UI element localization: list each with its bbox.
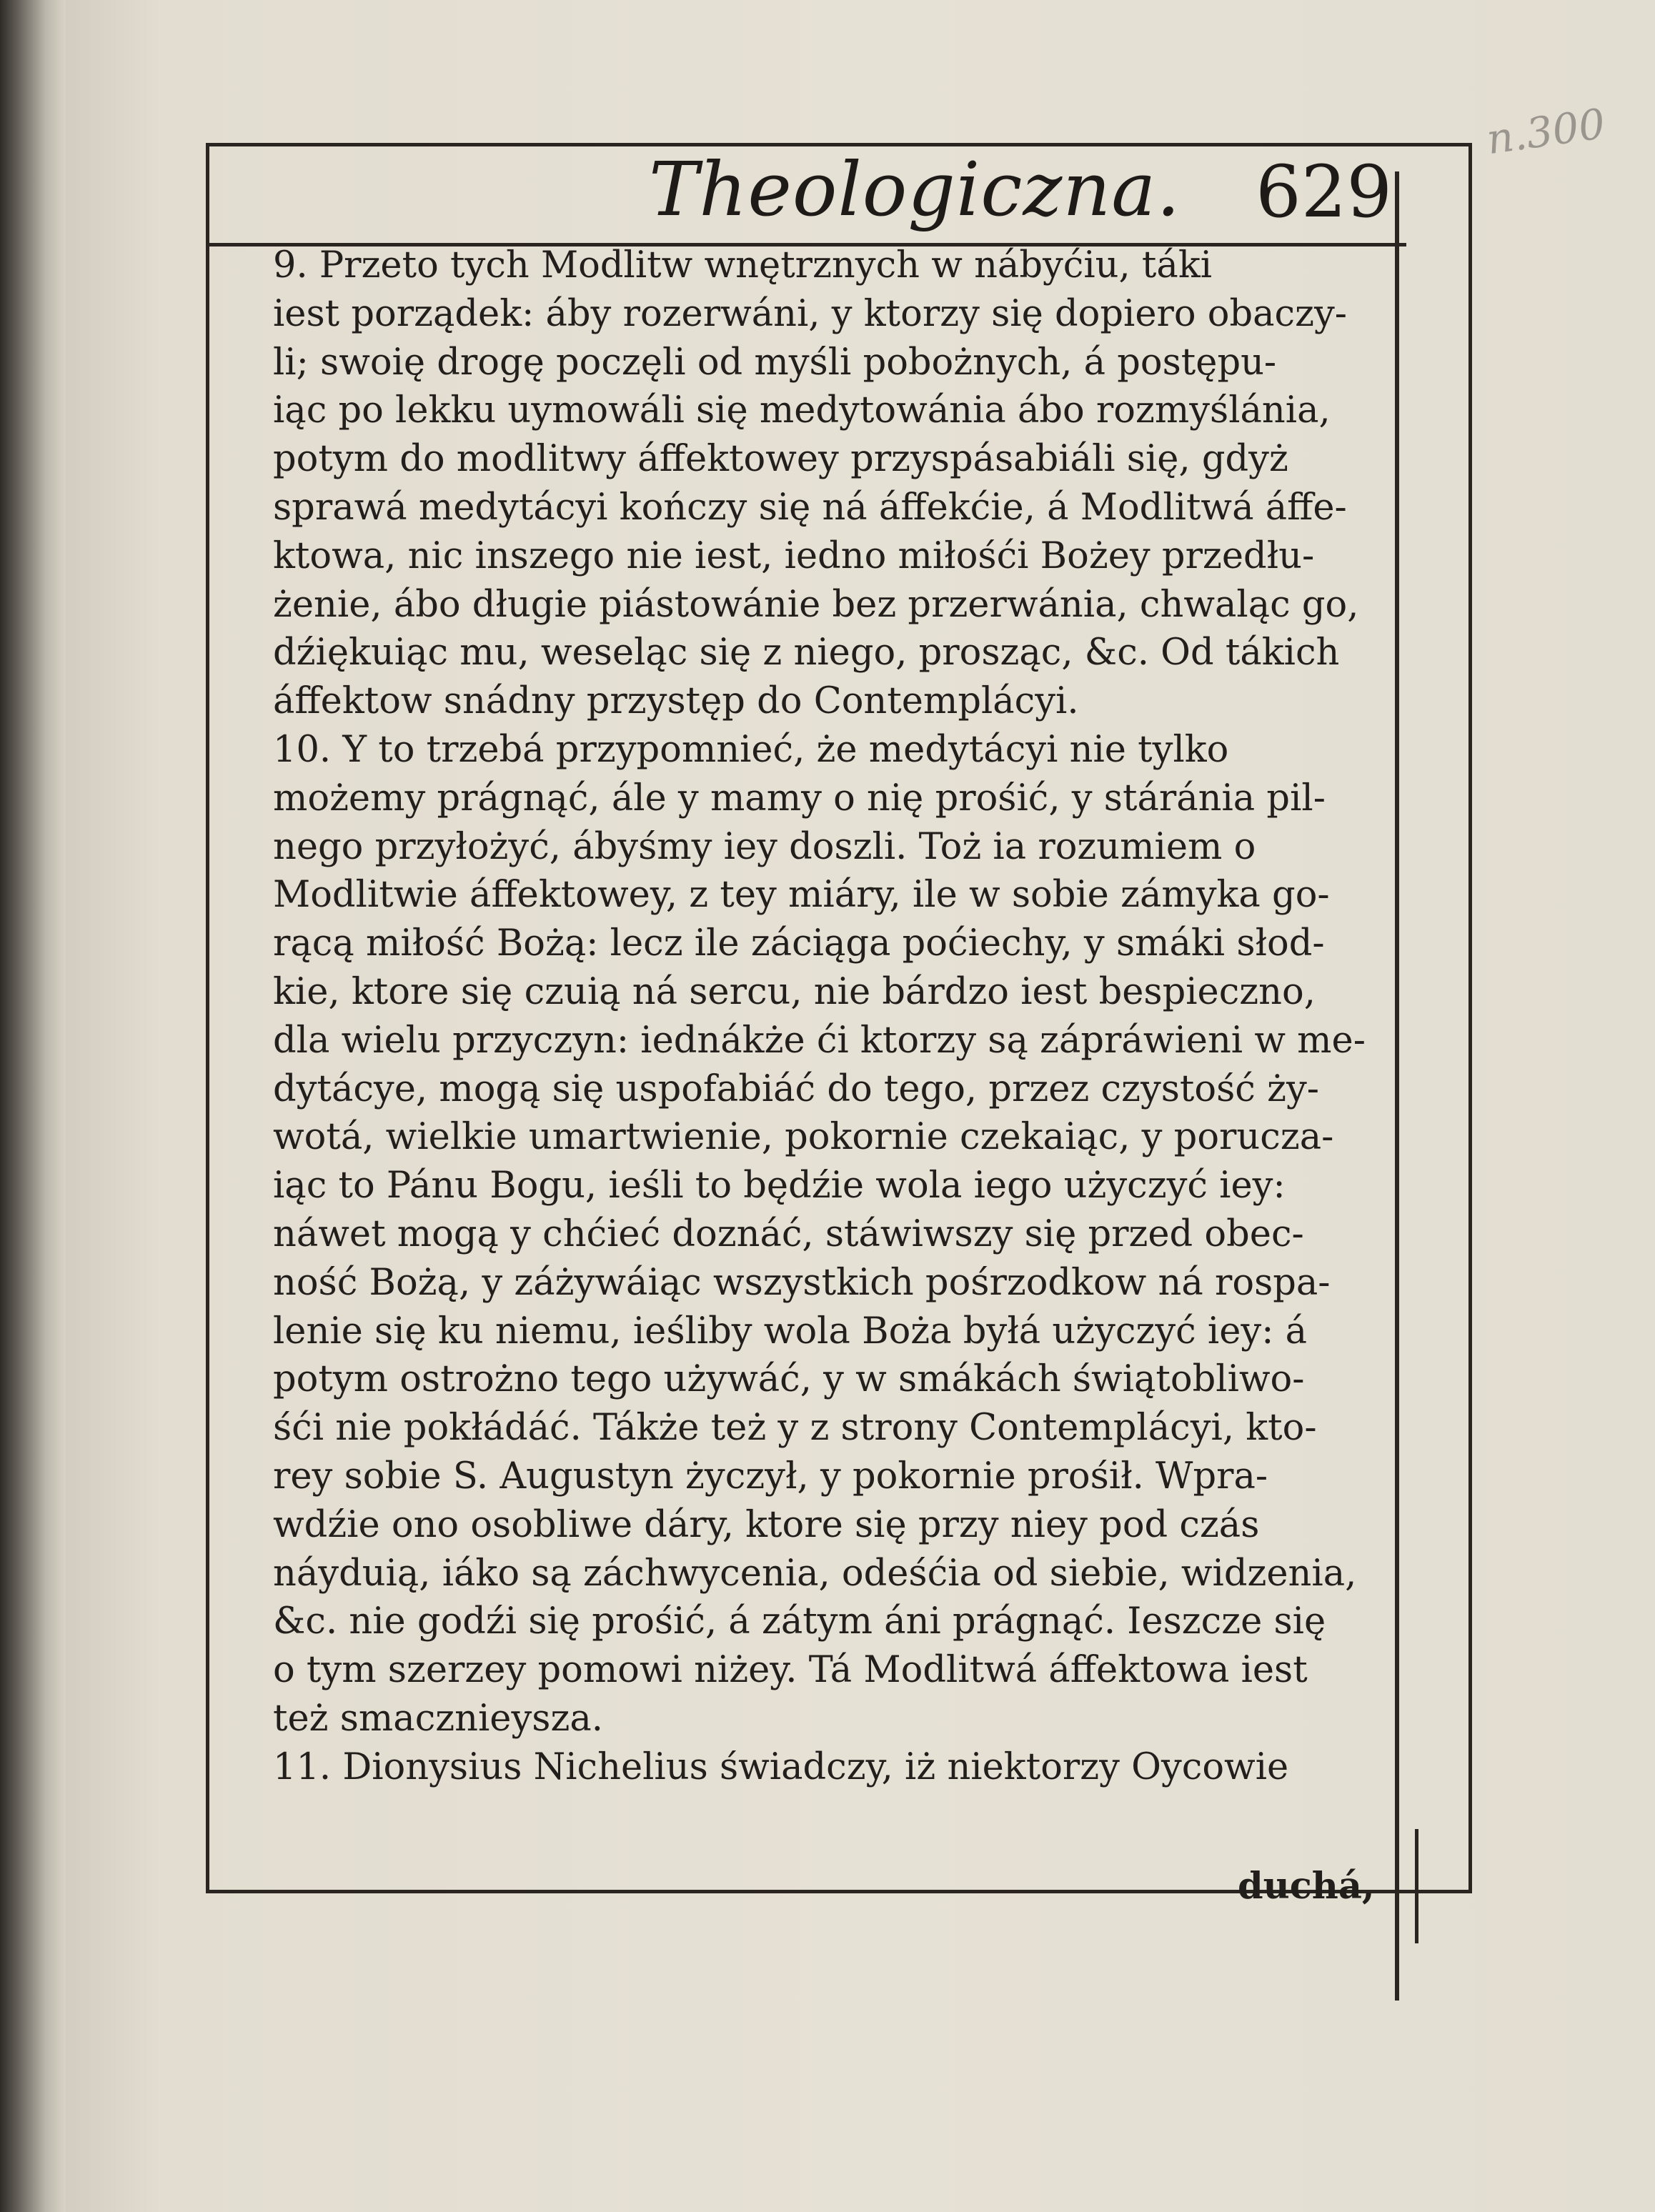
text-line: rącą miłość Bożą: lecz ile záciąga poćiechy, y smáki słod- bbox=[273, 922, 1325, 965]
text-line: ktowa, nic inszego nie iest, iedno miłośći Bożey przedłu- bbox=[273, 534, 1315, 577]
text-line: dla wielu przyczyn: iednákże ći ktorzy są zápráwieni w me- bbox=[273, 1019, 1366, 1062]
text-line: możemy prágnąć, ále y mamy o nię prośić, y stáránia pil- bbox=[273, 777, 1326, 819]
text-line: kie, ktore się czuią ná sercu, nie bárdzo iest bespieczno, bbox=[273, 970, 1316, 1013]
running-header bbox=[206, 143, 1406, 246]
book-spine bbox=[0, 0, 66, 2212]
text-line: potym do modlitwy áffektowey przyspásabiáli się, gdyż bbox=[273, 438, 1288, 481]
text-line: żenie, ábo długie piástowánie bez przerwánia, chwaląc go, bbox=[273, 583, 1359, 626]
page-number: 629 bbox=[1256, 150, 1392, 234]
text-line: ność Bożą, y záżywáiąc wszystkich pośrzodkow ná rospa- bbox=[273, 1261, 1331, 1304]
text-line: o tym szerzey pomowi niżey. Tá Modlitwá áffektowa iest bbox=[273, 1649, 1308, 1692]
text-line: potym ostrożno tego używáć, y w smákách świątobliwo- bbox=[273, 1358, 1305, 1401]
text-line: sprawá medytácyi kończy się ná áffekćie, á Modlitwá áffe- bbox=[273, 486, 1347, 529]
text-line: wotá, wielkie umartwienie, pokornie czekaiąc, y porucza- bbox=[273, 1116, 1334, 1159]
text-line: lenie się ku niemu, ieśliby wola Boża byłá użyczyć iey: á bbox=[273, 1310, 1308, 1352]
text-line: iąc to Pánu Bogu, ieśli to będźie wola iego użyczyć iey: bbox=[273, 1165, 1286, 1207]
text-line: 11. Dionysius Nichelius świadczy, iż niektorzy Oycowie bbox=[273, 1745, 1289, 1788]
catchword: duchá, bbox=[1238, 1865, 1375, 1908]
text-line: wdźie ono osobliwe dáry, ktore się przy niey pod czás bbox=[273, 1503, 1260, 1546]
text-line: dźiękuiąc mu, weseląc się z niego, prosząc, &c. Od tákich bbox=[273, 632, 1340, 674]
text-line: śći nie pokłádáć. Tákże też y z strony Contemplácyi, kto- bbox=[273, 1407, 1317, 1450]
page-title: Theologiczna. bbox=[649, 146, 1181, 233]
text-line: áffektow snádny przystęp do Contemplácyi. bbox=[273, 680, 1079, 723]
text-line: li; swoię drogę poczęli od myśli pobożnych, á postępu- bbox=[273, 341, 1277, 384]
text-line: náwet mogą y chćieć doznáć, stáwiwszy się przed obec- bbox=[273, 1212, 1304, 1255]
text-line: Modlitwie áffektowey, z tey miáry, ile w sobie zámyka go- bbox=[273, 874, 1330, 917]
text-line: iest porządek: áby rozerwáni, y ktorzy się dopiero obaczy- bbox=[273, 292, 1348, 335]
text-line: dytácye, mogą się uspofabiáć do tego, przez czystość ży- bbox=[273, 1067, 1319, 1110]
body-text bbox=[273, 241, 1459, 1792]
text-line: rey sobie S. Augustyn życzył, y pokornie prośił. Wpra- bbox=[273, 1455, 1268, 1498]
margin-note: n.300 bbox=[1483, 99, 1609, 164]
frame-rule-right-lower bbox=[1415, 1829, 1418, 1943]
text-line: iąc po lekku uymowáli się medytowánia ábo rozmyślánia, bbox=[273, 389, 1331, 432]
text-line: 10. Y to trzebá przypomnieć, że medytácyi nie tylko bbox=[273, 728, 1229, 771]
book-page bbox=[66, 0, 1655, 2212]
text-line: też smacznieysza. bbox=[273, 1697, 603, 1740]
text-line: &c. nie godźi się prośić, á zátym áni prágnąć. Ieszcze się bbox=[273, 1600, 1326, 1643]
text-line: náyduią, iáko są záchwycenia, odeśćia od siebie, widzenia, bbox=[273, 1552, 1357, 1595]
text-line: 9. Przeto tych Modlitw wnętrznych w nábyćiu, táki bbox=[273, 244, 1213, 287]
text-line: nego przyłożyć, ábyśmy iey doszli. Toż ia rozumiem o bbox=[273, 825, 1256, 868]
